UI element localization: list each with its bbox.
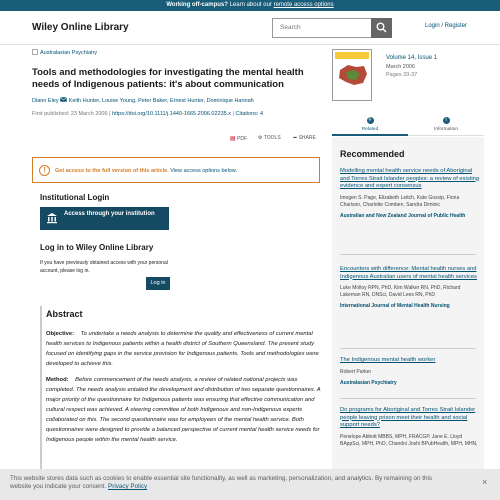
recommended-item — [340, 168, 480, 220]
pdf-button[interactable] — [230, 135, 247, 142]
sidebar-tabs — [332, 113, 484, 136]
sidebar — [332, 46, 484, 500]
search-placeholder: Search — [280, 24, 301, 31]
close-icon[interactable]: × — [482, 477, 488, 487]
journal-logo[interactable] — [32, 49, 97, 56]
recommended-authors: Penelope Abbott MBBS, MPH, FRACGP, Jane E. Lloyd BAppSci, MPH, PhD, Chandni Joshi BPubHealth, MPH, MHN, — [340, 433, 478, 447]
author-list: Diann Eley Keith Hunter, Louise Young, Peter Baker, Ernest Hunter, Dominique Hannah — [32, 98, 254, 104]
recommended-journal-link[interactable]: Australasian Psychiatry — [340, 379, 397, 386]
institution-button-label: Access through your institution — [64, 211, 155, 217]
cookie-banner — [0, 469, 500, 500]
access-notice-bold: Get access to the full version of this article. — [55, 168, 169, 174]
tab-information[interactable] — [408, 117, 484, 132]
login-button[interactable]: Log in — [146, 277, 170, 290]
recommended-journal-link[interactable]: International Journal of Mental Health Nursing — [340, 303, 450, 309]
tab-information-label: Information — [434, 127, 458, 132]
author-link[interactable]: Diann Eley — [32, 98, 59, 104]
recommended-title-link[interactable]: Modelling mental health service needs of Aboriginal and Torres Strait Islander peoples: a review of existing evidence and expert consensus — [340, 168, 480, 189]
cover-illustration — [336, 62, 369, 88]
publication-info: First published: 23 March 2006 | https://doi.org/10.1111/j.1440-1665.2006.02235.x | Citations: 4 — [32, 111, 264, 117]
divider — [340, 254, 476, 255]
tools-icon: ⚙ — [258, 135, 263, 141]
issue-pages: Pages 33-37 — [386, 72, 418, 78]
login-register-link[interactable]: Login / Register — [425, 23, 468, 29]
site-logo[interactable]: Wiley Online Library — [32, 22, 129, 33]
doi-link[interactable]: https://doi.org/10.1111/j.1440-1665.2006.02235.x — [112, 111, 231, 117]
access-through-institution-button[interactable] — [40, 207, 169, 230]
abstract-label: Method: — [46, 377, 69, 383]
bank-icon — [46, 212, 58, 224]
first-published-label: First published: — [32, 111, 71, 117]
citations-link[interactable]: Citations: 4 — [235, 111, 264, 117]
view-access-options-link[interactable]: View access options below. — [170, 168, 238, 174]
abstract-section — [40, 306, 322, 476]
abstract-paragraph — [46, 329, 322, 369]
recommended-title-link[interactable]: Encounters with difference: Mental health nurses and Indigenous Australian users of mental health services — [340, 266, 477, 280]
article-title: Tools and methodologies for investigating the mental health needs of Indigenous patients: it's about communication — [32, 67, 304, 90]
issue-date: March 2006 — [386, 64, 416, 70]
recommended-authors: Luke Molloy RPN, PhD, Kim Walker RN, PhD, Richard Lakeman RN, DNSci, David Lees RN, PhD — [340, 285, 461, 298]
share-button[interactable] — [293, 135, 316, 141]
tab-related-label: Related — [361, 127, 379, 132]
abstract-label: Objective: — [46, 331, 75, 337]
share-label: SHARE — [298, 135, 316, 141]
site-header — [0, 11, 500, 45]
pdf-label: PDF — [237, 136, 248, 142]
search-input[interactable] — [272, 18, 392, 38]
info-icon: i — [443, 117, 450, 124]
author-link[interactable]: Keith Hunter — [68, 98, 99, 104]
abstract-text: Before commencement of the needs analysis, a review of related national projects was completed. The needs analysis entailed the development and distribution of two separate questionnaires. A major priority of the questionnaire for Indigenous patients was ensuring that effective communication and cultural respect was achieved. A steering committee of both Indigenous and non-Indigenous experts collaborated on this. The second questionnaire was for employees of the mental health service. Both questionnaires were designed to provide a balanced perspective of current mental health service needs for Indigenous people within the mental health service. — [46, 377, 321, 443]
tab-related[interactable] — [332, 117, 408, 136]
author-link[interactable]: Dominique Hannah — [206, 98, 254, 104]
divider — [340, 398, 476, 399]
pdf-icon: ▤ — [230, 136, 236, 142]
issue-link[interactable]: Volume 14, Issue 1 — [386, 55, 438, 61]
privacy-policy-link[interactable]: Privacy Policy — [108, 483, 148, 490]
warning-icon: ! — [39, 165, 50, 176]
email-icon[interactable] — [60, 97, 67, 102]
recommended-journal-link[interactable]: Australian and New Zealand Journal of Public Health — [340, 212, 466, 219]
access-notice — [32, 157, 320, 183]
search-icon — [376, 22, 387, 33]
abstract-paragraph — [46, 375, 322, 445]
banner-text: Learn about our — [227, 2, 274, 8]
remote-access-banner — [0, 0, 500, 11]
recommended-item — [340, 266, 480, 310]
institutional-login-heading: Institutional Login — [40, 193, 110, 202]
author-link[interactable]: Louise Young — [102, 98, 136, 104]
abstract-text: To undertake a needs analysis to determine the quality and effectiveness of current mental health services to Indigenous patients within a health district of Southern Queensland. The present study focused on identifying gaps in the service provision for Indigenous patients. Tools and methodologies were developed to achieve this. — [46, 331, 319, 367]
banner-bold: Working off-campus? — [166, 2, 228, 8]
tools-button[interactable] — [258, 135, 281, 141]
recommended-title-link[interactable]: Do programs for Aboriginal and Torres Strait Islander people leaving prison meet their health and social support needs? — [340, 407, 476, 428]
related-icon: ⚲ — [368, 117, 372, 123]
journal-logo-alt-text: Australasian Psychiatry — [40, 50, 98, 56]
first-published-date: 23 March 2006 — [70, 111, 108, 117]
recommended-item — [340, 407, 480, 448]
login-heading: Log in to Wiley Online Library — [40, 243, 154, 252]
recommended-authors: Robert Parker — [340, 368, 372, 375]
author-link[interactable]: Peter Baker — [138, 98, 167, 104]
recommended-title-link[interactable]: The Indigenous mental health worker — [340, 357, 436, 363]
author-link[interactable]: Ernest Hunter — [169, 98, 204, 104]
cookie-text: This website stores data such as cookies to enable essential site functionality, as well as marketing, personalization, and analytics. By remaining on this website you indicate your consent. — [10, 475, 432, 490]
divider — [340, 348, 476, 349]
remote-access-link[interactable]: remote access options — [273, 2, 334, 8]
tools-label: TOOLS — [263, 135, 281, 141]
recommended-heading: Recommended — [340, 149, 405, 159]
recommended-item — [340, 357, 480, 387]
login-description: If you have previously obtained access with your personal account, please log in. — [40, 260, 168, 274]
share-icon: ➦ — [293, 135, 298, 141]
abstract-heading: Abstract — [46, 309, 83, 319]
search-button[interactable] — [371, 18, 392, 38]
recommended-authors: Imogen S. Page, Elizabeth Leitch, Kate Gossip, Fiona Charlson, Charlotte Comben, Sandra Diminic — [340, 194, 460, 208]
journal-cover-image[interactable] — [332, 49, 372, 101]
